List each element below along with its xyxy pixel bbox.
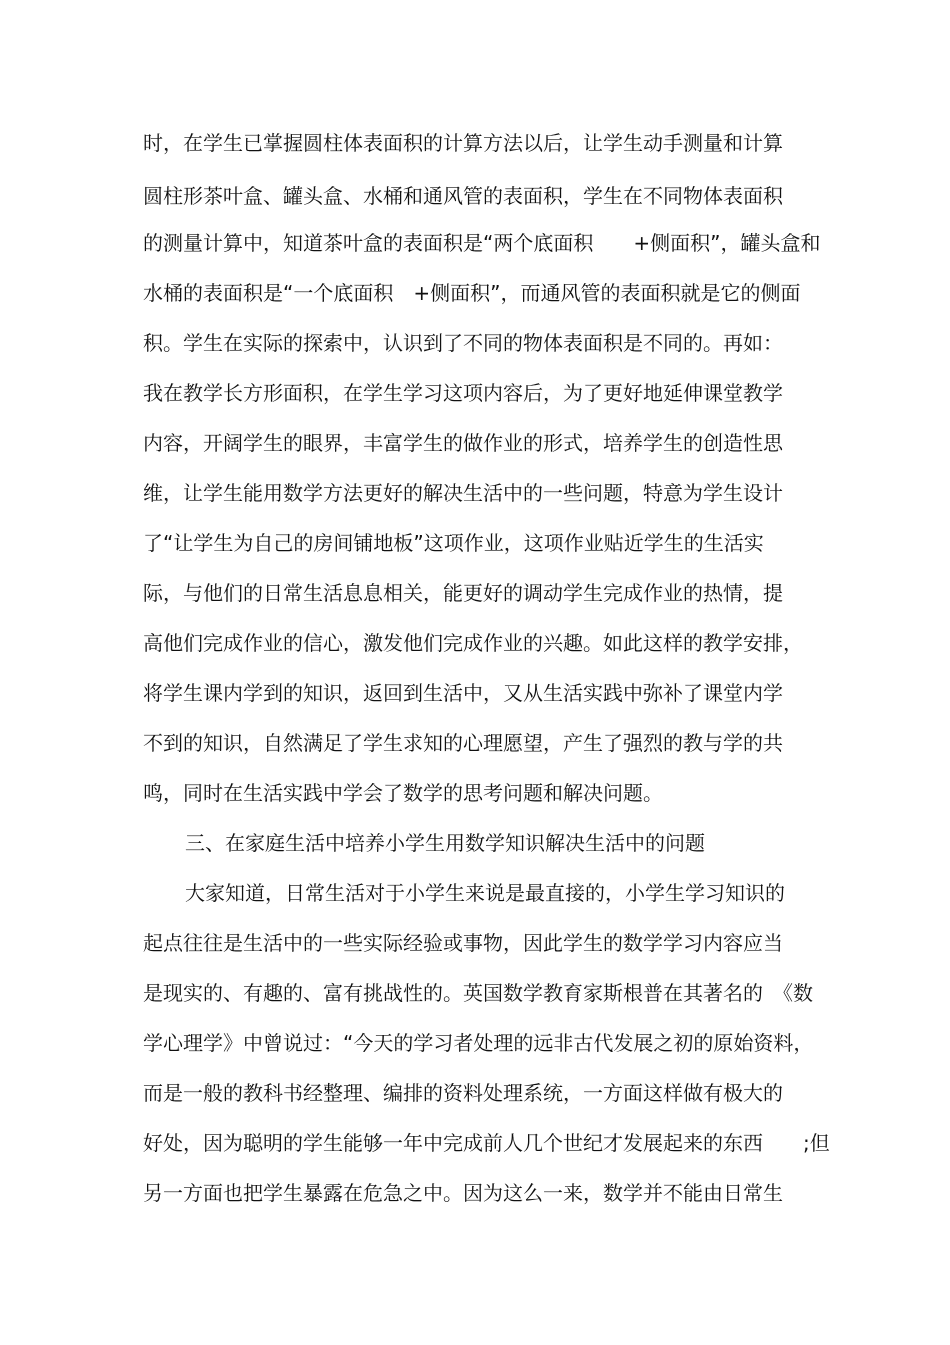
text-line: 的测量计算中，知道茶叶盒的表面积是“两个底面积 +侧面积”，罐头盒和 [143, 231, 821, 255]
text-line: 积。学生在实际的探索中，认识到了不同的物体表面积是不同的。再如： [143, 331, 783, 355]
text-line: 学心理学》中曾说过：“今天的学习者处理的远非古代发展之初的原始资料， [143, 1031, 814, 1055]
text-line: 际，与他们的日常生活息息相关，能更好的调动学生完成作业的热情，提 [143, 581, 783, 605]
text-line: 大家知道，日常生活对于小学生来说是最直接的，小学生学习知识的 [185, 881, 785, 905]
text-line: 我在教学长方形面积，在学生学习这项内容后，为了更好地延伸课堂教学 [143, 381, 783, 405]
text-line: 另一方面也把学生暴露在危急之中。因为这么一来，数学并不能由日常生 [143, 1181, 783, 1205]
text-line: 而是一般的教科书经整理、编排的资料处理系统，一方面这样做有极大的 [143, 1081, 783, 1105]
text-line: 水桶的表面积是“一个底面积 +侧面积”，而通风管的表面积就是它的侧面 [143, 281, 801, 305]
text-line: 时，在学生已掌握圆柱体表面积的计算方法以后，让学生动手测量和计算 [143, 131, 783, 155]
section-heading: 三、在家庭生活中培养小学生用数学知识解决生活中的问题 [185, 831, 705, 855]
text-line: 圆柱形茶叶盒、罐头盒、水桶和通风管的表面积，学生在不同物体表面积 [143, 184, 783, 208]
text-line: 维，让学生能用数学方法更好的解决生活中的一些问题，特意为学生设计 [143, 481, 783, 505]
text-line: 鸣，同时在生活实践中学会了数学的思考问题和解决问题。 [143, 781, 663, 805]
text-line: 内容，开阔学生的眼界，丰富学生的做作业的形式，培养学生的创造性思 [143, 431, 783, 455]
text-line: 将学生课内学到的知识，返回到生活中，又从生活实践中弥补了课堂内学 [143, 681, 783, 705]
text-line: 了“让学生为自己的房间铺地板”这项作业，这项作业贴近学生的生活实 [143, 531, 764, 555]
text-line: 是现实的、有趣的、富有挑战性的。英国数学教育家斯根普在其著名的 《数 [143, 981, 813, 1005]
text-line: 好处，因为聪明的学生能够一年中完成前人几个世纪才发展起来的东西 ;但 [143, 1131, 830, 1155]
text-line: 起点往往是生活中的一些实际经验或事物，因此学生的数学学习内容应当 [143, 931, 783, 955]
text-line: 不到的知识，自然满足了学生求知的心理愿望，产生了强烈的教与学的共 [143, 731, 783, 755]
text-line: 高他们完成作业的信心，激发他们完成作业的兴趣。如此这样的教学安排， [143, 631, 803, 655]
